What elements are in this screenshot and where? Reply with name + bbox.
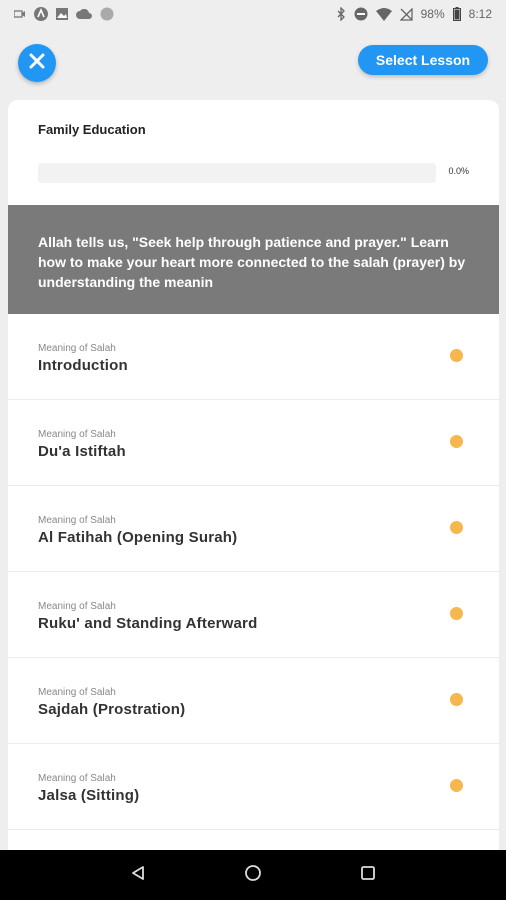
home-circle-icon [244,864,262,887]
circle-app-icon [100,7,114,21]
lesson-item[interactable] [8,314,499,400]
status-right [337,7,492,21]
recents-square-icon [360,865,376,886]
lesson-title: Jalsa (Sitting) [38,787,140,804]
lesson-category: Meaning of Salah [38,343,116,354]
lesson-title: Al Fatihah (Opening Surah) [38,529,238,546]
lesson-status-dot [450,607,463,620]
course-card [8,100,499,860]
clock: 8:12 [468,7,492,21]
close-icon [28,52,46,75]
do-not-disturb-icon [354,7,368,21]
lesson-title: Sajdah (Prostration) [38,701,186,718]
lesson-status-dot [450,435,463,448]
recents-button[interactable] [348,855,388,895]
progress-label: 0.0% [448,166,469,176]
cloud-icon [76,9,92,19]
video-call-icon [14,9,26,19]
lesson-category: Meaning of Salah [38,601,116,612]
lesson-title: Du'a Istiftah [38,443,126,460]
wifi-icon [376,8,392,21]
lesson-item[interactable] [8,400,499,486]
lesson-item[interactable] [8,572,499,658]
lesson-status-dot [450,779,463,792]
lesson-status-dot [450,521,463,534]
close-button[interactable] [18,44,56,82]
lesson-item[interactable] [8,744,499,830]
lesson-category: Meaning of Salah [38,687,116,698]
no-sim-icon [400,8,413,21]
course-title: Family Education [38,122,146,137]
back-triangle-icon [130,865,146,886]
select-lesson-button[interactable]: Select Lesson [358,45,488,75]
battery-percent: 98% [420,7,445,21]
lesson-item[interactable] [8,658,499,744]
lesson-item[interactable] [8,486,499,572]
image-icon [56,8,68,20]
lesson-category: Meaning of Salah [38,515,116,526]
back-button[interactable] [118,855,158,895]
lesson-status-dot [450,349,463,362]
status-left [14,7,114,21]
bluetooth-icon [337,7,346,21]
status-bar [0,0,506,28]
lesson-status-dot [450,693,463,706]
lesson-category: Meaning of Salah [38,773,116,784]
system-nav-bar [0,850,506,900]
lesson-title: Introduction [38,357,128,374]
course-description-banner: Allah tells us, "Seek help through patience and prayer." Learn how to make your heart more connected to the salah (prayer) by understanding the meanin [8,205,499,314]
lesson-title: Ruku' and Standing Afterward [38,615,258,632]
arch-app-icon [34,7,48,21]
progress-bar [38,163,436,183]
lesson-category: Meaning of Salah [38,429,116,440]
battery-icon [453,7,461,21]
home-button[interactable] [233,855,273,895]
